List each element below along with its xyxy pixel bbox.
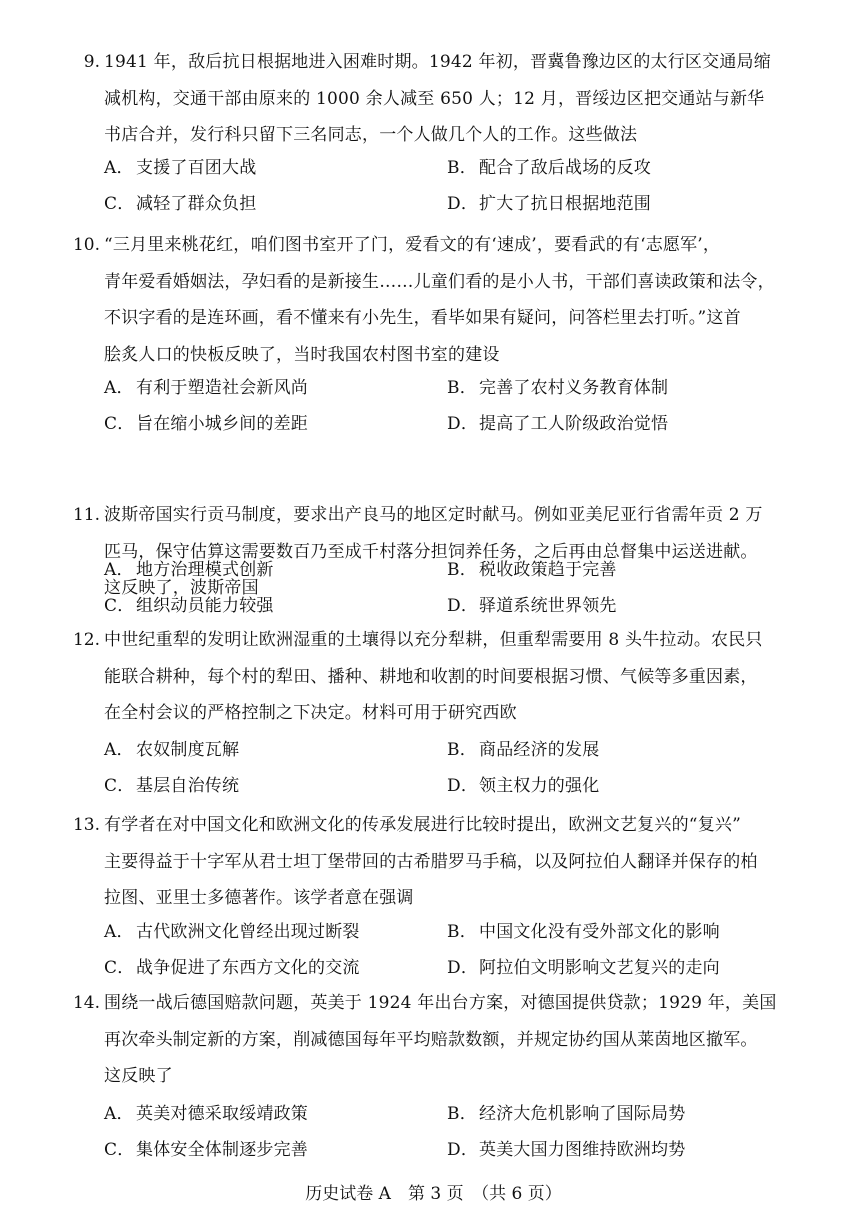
option-b[interactable] — [447, 370, 668, 406]
option-letter: B． — [447, 560, 477, 580]
stem-line: 能联合耕种，每个村的犁田、播种、耕地和收割的时间要根据习惯、气候等多重因素， — [104, 666, 758, 687]
option-text: 英美大国力图维持欧洲均势 — [479, 1140, 686, 1160]
option-letter: D． — [447, 596, 479, 616]
question-number: 13. — [72, 815, 100, 835]
option-letter: D． — [447, 194, 479, 214]
option-c[interactable] — [104, 768, 239, 804]
option-text: 中国文化没有受外部文化的影响 — [479, 922, 720, 942]
question-number: 12. — [72, 630, 100, 650]
option-letter: B． — [447, 158, 477, 178]
option-c[interactable] — [104, 406, 308, 442]
stem-line: 有学者在对中国文化和欧洲文化的传承发展进行比较时提出，欧洲文艺复兴的“复兴” — [104, 815, 741, 835]
option-text: 领主权力的强化 — [479, 776, 600, 796]
option-b[interactable] — [447, 552, 617, 588]
option-letter: C． — [104, 1140, 135, 1160]
option-b[interactable] — [447, 1096, 685, 1132]
stem-line: 围绕一战后德国赔款问题，英美于 1924 年出台方案，对德国提供贷款；1929 年，美国 — [104, 993, 777, 1013]
option-text: 旨在缩小城乡间的差距 — [136, 414, 308, 434]
option-a[interactable] — [104, 370, 308, 406]
stem-line: 这反映了，波斯帝国 — [104, 578, 259, 598]
option-text: 经济大危机影响了国际局势 — [479, 1104, 686, 1124]
option-letter: A． — [104, 378, 134, 398]
question-stem — [104, 807, 804, 917]
stem-line: 在全村会议的严格控制之下决定。材料可用于研究西欧 — [104, 703, 517, 723]
stem-line: 青年爱看婚姻法，孕妇看的是新接生……儿童们看的是小人书，干部们喜读政策和法令， — [104, 271, 775, 292]
option-letter: D． — [447, 776, 479, 796]
option-d[interactable] — [447, 768, 599, 804]
option-c[interactable] — [104, 950, 360, 986]
option-letter: C． — [104, 414, 135, 434]
option-letter: B． — [447, 378, 477, 398]
option-d[interactable] — [447, 588, 617, 624]
stem-line: 拉图、亚里士多德著作。该学者意在强调 — [104, 888, 414, 908]
option-letter: B． — [447, 922, 477, 942]
option-letter: A． — [104, 560, 134, 580]
option-b[interactable] — [447, 914, 720, 950]
option-text: 减轻了群众负担 — [136, 194, 257, 214]
option-text: 阿拉伯文明影响文艺复兴的走向 — [479, 958, 720, 978]
option-text: 驿道系统世界领先 — [479, 596, 617, 616]
page-footer: 历史试卷 A 第 3 页 （共 6 页） — [305, 1184, 562, 1204]
option-letter: A． — [104, 1104, 134, 1124]
option-a[interactable] — [104, 552, 274, 588]
stem-line: 波斯帝国实行贡马制度，要求出产良马的地区定时献马。例如亚美尼亚行省需年贡 2 万 — [104, 505, 763, 525]
stem-line: 不识字看的是连环画，看不懂来有小先生，看毕如果有疑问，问答栏里去打听。”这首 — [104, 308, 741, 328]
option-text: 战争促进了东西方文化的交流 — [136, 958, 360, 978]
question-stem — [104, 985, 804, 1095]
option-text: 支援了百团大战 — [136, 158, 257, 178]
question-number: 9. — [83, 52, 100, 72]
stem-line: 匹马，保守估算这需要数百乃至成千村落分担饲养任务，之后再由总督集中运送进献。 — [104, 541, 758, 562]
option-letter: D． — [447, 414, 479, 434]
option-c[interactable] — [104, 1132, 308, 1168]
option-b[interactable] — [447, 150, 651, 186]
option-letter: C． — [104, 958, 135, 978]
option-text: 完善了农村义务教育体制 — [479, 378, 669, 398]
option-letter: A． — [104, 740, 134, 760]
option-d[interactable] — [447, 406, 668, 442]
option-text: 基层自治传统 — [136, 776, 240, 796]
option-b[interactable] — [447, 732, 599, 768]
option-text: 有利于塑造社会新风尚 — [136, 378, 308, 398]
question-stem — [104, 227, 804, 373]
stem-line: 再次牵头制定新的方案，削减德国每年平均赔款数额，并规定协约国从莱茵地区撤军。 — [104, 1029, 758, 1050]
option-letter: C． — [104, 776, 135, 796]
question-number: 10. — [72, 235, 100, 255]
stem-line: 脍炙人口的快板反映了，当时我国农村图书室的建设 — [104, 344, 500, 365]
stem-line: 这反映了 — [104, 1066, 173, 1086]
option-letter: A． — [104, 158, 134, 178]
option-letter: B． — [447, 1104, 477, 1124]
option-text: 扩大了抗日根据地范围 — [479, 194, 651, 214]
option-letter: D． — [447, 958, 479, 978]
option-a[interactable] — [104, 914, 360, 950]
option-text: 税收政策趋于完善 — [479, 560, 617, 580]
stem-line: 主要得益于十字军从君士坦丁堡带回的古希腊罗马手稿，以及阿拉伯人翻译并保存的柏 — [104, 851, 758, 872]
option-text: 组织动员能力较强 — [136, 596, 274, 616]
option-text: 古代欧洲文化曾经出现过断裂 — [136, 922, 360, 942]
question-number: 11. — [72, 505, 100, 525]
option-letter: C． — [104, 194, 135, 214]
stem-line: 中世纪重犁的发明让欧洲湿重的土壤得以充分犁耕，但重犁需要用 8 头牛拉动。农民只 — [104, 630, 763, 650]
option-c[interactable] — [104, 588, 274, 624]
option-letter: C． — [104, 596, 135, 616]
option-a[interactable] — [104, 150, 256, 186]
option-letter: A． — [104, 922, 134, 942]
option-text: 地方治理模式创新 — [136, 560, 274, 580]
option-a[interactable] — [104, 732, 239, 768]
option-a[interactable] — [104, 1096, 308, 1132]
option-text: 农奴制度瓦解 — [136, 740, 240, 760]
stem-line: “三月里来桃花红，咱们图书室开了门，爱看文的有‘速成’，要看武的有‘志愿军’， — [104, 235, 721, 255]
option-text: 英美对德采取绥靖政策 — [136, 1104, 308, 1124]
stem-line: 1941 年，敌后抗日根据地进入困难时期。1942 年初，晋冀鲁豫边区的太行区交通局缩 — [104, 52, 771, 72]
option-text: 提高了工人阶级政治觉悟 — [479, 414, 669, 434]
option-text: 商品经济的发展 — [479, 740, 600, 760]
question-number: 14. — [72, 993, 100, 1013]
option-text: 集体安全体制逐步完善 — [136, 1140, 308, 1160]
stem-line: 书店合并，发行科只留下三名同志，一个人做几个人的工作。这些做法 — [104, 125, 638, 145]
option-letter: B． — [447, 740, 477, 760]
question-stem — [104, 622, 804, 732]
question-stem — [104, 44, 804, 154]
option-letter: D． — [447, 1140, 479, 1160]
option-d[interactable] — [447, 1132, 685, 1168]
option-d[interactable] — [447, 186, 651, 222]
stem-line: 减机构，交通干部由原来的 1000 余人减至 650 人；12 月，晋绥边区把交通站与新华 — [104, 88, 765, 109]
option-c[interactable] — [104, 186, 256, 222]
option-text: 配合了敌后战场的反攻 — [479, 158, 651, 178]
option-d[interactable] — [447, 950, 720, 986]
